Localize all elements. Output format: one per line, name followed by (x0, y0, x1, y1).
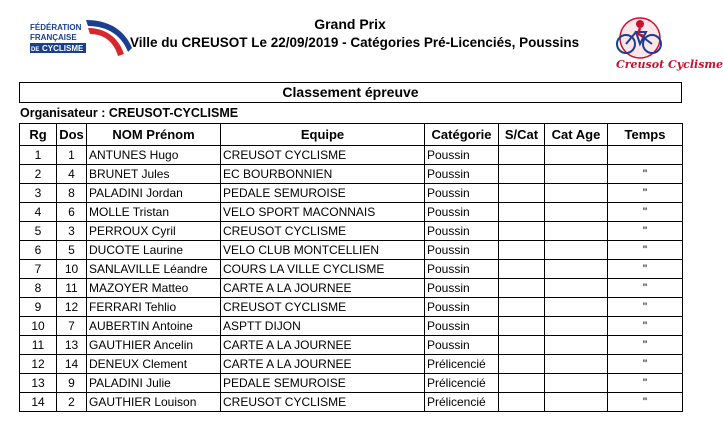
column-header-rg: Rg (20, 124, 57, 146)
cell-dos: 7 (57, 317, 87, 336)
cell-dos: 2 (57, 393, 87, 412)
cell-scat (499, 393, 545, 412)
cell-equipe: VELO CLUB MONTCELLIEN (221, 241, 425, 260)
table-row (20, 184, 683, 203)
cell-equipe: CREUSOT CYCLISME (221, 222, 425, 241)
column-header-categorie: Catégorie (425, 124, 499, 146)
cell-scat (499, 298, 545, 317)
cell-cat-age (545, 374, 608, 393)
ffc-logo-line2: FRANÇAISE (30, 33, 77, 42)
cell-temps: " (608, 222, 683, 241)
table-row (20, 260, 683, 279)
cell-scat (499, 184, 545, 203)
cell-categorie: Prélicencié (425, 393, 499, 412)
cell-nom-prenom: GAUTHIER Louison (87, 393, 221, 412)
cell-nom-prenom: SANLAVILLE Léandre (87, 260, 221, 279)
cell-temps: " (608, 165, 683, 184)
cell-rg: 9 (20, 298, 57, 317)
cell-nom-prenom: GAUTHIER Ancelin (87, 336, 221, 355)
cell-equipe: CARTE A LA JOURNEE (221, 336, 425, 355)
cell-cat-age (545, 165, 608, 184)
cell-dos: 12 (57, 298, 87, 317)
cell-categorie: Poussin (425, 279, 499, 298)
table-row (20, 355, 683, 374)
cell-categorie: Prélicencié (425, 374, 499, 393)
cell-cat-age (545, 298, 608, 317)
table-row (20, 298, 683, 317)
cell-dos: 13 (57, 336, 87, 355)
cell-temps: " (608, 355, 683, 374)
table-row (20, 222, 683, 241)
cell-cat-age (545, 260, 608, 279)
column-header-scat: S/Cat (499, 124, 545, 146)
cell-temps: " (608, 374, 683, 393)
cell-cat-age (545, 336, 608, 355)
cell-categorie: Prélicencié (425, 355, 499, 374)
table-row (20, 279, 683, 298)
club-logo-text: Creusot Cyclisme (616, 58, 723, 71)
cell-scat (499, 317, 545, 336)
cell-nom-prenom: FERRARI Tehlio (87, 298, 221, 317)
cell-dos: 3 (57, 222, 87, 241)
cell-scat (499, 203, 545, 222)
cell-nom-prenom: BRUNET Jules (87, 165, 221, 184)
cell-dos: 6 (57, 203, 87, 222)
cell-nom-prenom: DUCOTE Laurine (87, 241, 221, 260)
cell-equipe: PEDALE SEMUROISE (221, 184, 425, 203)
table-row (20, 165, 683, 184)
cell-temps: " (608, 393, 683, 412)
table-row (20, 393, 683, 412)
cell-rg: 6 (20, 241, 57, 260)
cell-cat-age (545, 279, 608, 298)
cell-cat-age (545, 222, 608, 241)
cell-cat-age (545, 317, 608, 336)
cell-categorie: Poussin (425, 222, 499, 241)
cell-equipe: CARTE A LA JOURNEE (221, 355, 425, 374)
cell-dos: 10 (57, 260, 87, 279)
organisateur-label: Organisateur : CREUSOT-CYCLISME (20, 106, 239, 120)
table-row (20, 203, 683, 222)
table-row (20, 317, 683, 336)
page-title: Grand Prix (314, 16, 386, 32)
table-row (20, 374, 683, 393)
cell-rg: 10 (20, 317, 57, 336)
cell-categorie: Poussin (425, 298, 499, 317)
cell-scat (499, 222, 545, 241)
cell-nom-prenom: MAZOYER Matteo (87, 279, 221, 298)
cell-equipe: ASPTT DIJON (221, 317, 425, 336)
cell-dos: 5 (57, 241, 87, 260)
cell-rg: 2 (20, 165, 57, 184)
cell-rg: 11 (20, 336, 57, 355)
cell-dos: 1 (57, 146, 87, 165)
results-table (19, 123, 683, 412)
column-header-temps: Temps (608, 124, 683, 146)
cell-temps (608, 146, 683, 165)
cell-scat (499, 165, 545, 184)
cell-temps: " (608, 279, 683, 298)
cell-scat (499, 241, 545, 260)
cell-dos: 11 (57, 279, 87, 298)
cell-cat-age (545, 146, 608, 165)
cell-equipe: CREUSOT CYCLISME (221, 146, 425, 165)
cell-dos: 9 (57, 374, 87, 393)
table-row (20, 146, 683, 165)
table-header-row (20, 124, 683, 146)
cell-scat (499, 146, 545, 165)
cell-equipe: CARTE A LA JOURNEE (221, 279, 425, 298)
cell-equipe: COURS LA VILLE CYCLISME (221, 260, 425, 279)
cell-temps: " (608, 241, 683, 260)
cell-rg: 5 (20, 222, 57, 241)
cell-nom-prenom: MOLLE Tristan (87, 203, 221, 222)
cell-dos: 8 (57, 184, 87, 203)
cell-categorie: Poussin (425, 146, 499, 165)
cell-scat (499, 260, 545, 279)
cell-categorie: Poussin (425, 184, 499, 203)
cell-rg: 4 (20, 203, 57, 222)
cell-categorie: Poussin (425, 260, 499, 279)
cell-scat (499, 279, 545, 298)
cell-rg: 1 (20, 146, 57, 165)
cell-cat-age (545, 184, 608, 203)
cell-cat-age (545, 355, 608, 374)
cell-temps: " (608, 298, 683, 317)
cell-temps: " (608, 184, 683, 203)
ffc-logo-line4: CYCLISME (42, 44, 84, 53)
table-body (20, 146, 683, 412)
table-row (20, 336, 683, 355)
ffc-logo-line3: DE (31, 47, 40, 53)
cell-categorie: Poussin (425, 165, 499, 184)
cell-nom-prenom: PALADINI Jordan (87, 184, 221, 203)
cell-temps: " (608, 336, 683, 355)
cell-rg: 8 (20, 279, 57, 298)
ffc-logo-line1: FÉDÉRATION (30, 23, 82, 32)
cell-equipe: CREUSOT CYCLISME (221, 393, 425, 412)
cell-categorie: Poussin (425, 203, 499, 222)
cell-categorie: Poussin (425, 241, 499, 260)
cell-scat (499, 355, 545, 374)
table-row (20, 241, 683, 260)
cell-rg: 13 (20, 374, 57, 393)
cell-equipe: PEDALE SEMUROISE (221, 374, 425, 393)
cell-equipe: VELO SPORT MACONNAIS (221, 203, 425, 222)
cell-equipe: CREUSOT CYCLISME (221, 298, 425, 317)
cell-temps: " (608, 260, 683, 279)
cell-scat (499, 336, 545, 355)
cell-nom-prenom: PALADINI Julie (87, 374, 221, 393)
column-header-cat-age: Cat Age (545, 124, 608, 146)
cell-rg: 7 (20, 260, 57, 279)
cell-equipe: EC BOURBONNIEN (221, 165, 425, 184)
cell-nom-prenom: ANTUNES Hugo (87, 146, 221, 165)
club-logo (606, 14, 723, 76)
page-subtitle: Ville du CREUSOT Le 22/09/2019 - Catégories Pré-Licenciés, Poussins (130, 35, 580, 50)
cell-temps: " (608, 203, 683, 222)
cell-nom-prenom: PERROUX Cyril (87, 222, 221, 241)
cell-cat-age (545, 203, 608, 222)
classement-title: Classement épreuve (19, 82, 682, 103)
cell-rg: 3 (20, 184, 57, 203)
cell-categorie: Poussin (425, 336, 499, 355)
cell-dos: 4 (57, 165, 87, 184)
cell-cat-age (545, 393, 608, 412)
column-header-nom-prenom: NOM Prénom (87, 124, 221, 146)
column-header-dos: Dos (57, 124, 87, 146)
cell-dos: 14 (57, 355, 87, 374)
cell-rg: 14 (20, 393, 57, 412)
cell-cat-age (545, 241, 608, 260)
cell-rg: 12 (20, 355, 57, 374)
cell-categorie: Poussin (425, 317, 499, 336)
cell-nom-prenom: DENEUX Clement (87, 355, 221, 374)
cell-temps: " (608, 317, 683, 336)
column-header-equipe: Equipe (221, 124, 425, 146)
cell-scat (499, 374, 545, 393)
cell-nom-prenom: AUBERTIN Antoine (87, 317, 221, 336)
